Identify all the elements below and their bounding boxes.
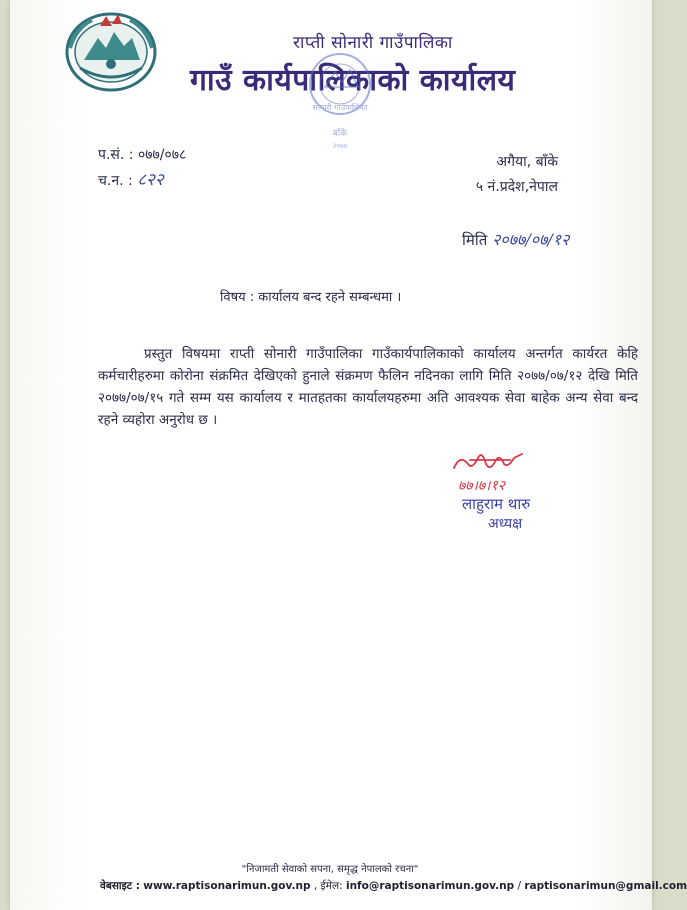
footer-contact [100, 879, 687, 893]
stamp-text-1: सोनारी गाउँपालिका [312, 103, 368, 112]
letter-number-row [98, 143, 186, 168]
dispatch-number-value: ८२२ [137, 170, 164, 190]
address-line-1: अगैया, बाँके [496, 154, 558, 170]
contact-separator: / [517, 880, 521, 892]
signature-date: ७७।७।१२ [458, 478, 506, 494]
stamp-text-2: बाँके [332, 129, 348, 139]
letter-number-value: ०७७/०७८ [137, 147, 187, 163]
address-line-2: ५ नं.प्रदेश,नेपाल [475, 179, 558, 195]
letter-date [462, 228, 569, 250]
signer-name: लाहुराम थारु [462, 495, 531, 513]
nepal-emblem-icon [62, 8, 160, 94]
email-link[interactable]: info@raptisonarimun.gov.np [345, 880, 515, 892]
handwritten-signature-icon [450, 446, 530, 476]
dispatch-number-label: च.न. : [98, 173, 133, 189]
signer-title: अध्यक्ष [488, 516, 523, 532]
email-label: , ईमेल: [313, 880, 343, 892]
footer-slogan: "निजामती सेवाको सपना, समृद्ध नेपालको रचना" [241, 864, 419, 875]
municipality-name: राप्ती सोनारी गाउँपालिका [293, 33, 453, 53]
gmail-link[interactable]: raptisonarimun@gmail.com [524, 880, 687, 892]
address-block [448, 150, 558, 200]
stamp-text-3: २०७४ [332, 142, 348, 150]
date-value: २०७७/०७/१२ [492, 230, 570, 249]
website-link[interactable]: www.raptisonarimun.gov.np [143, 880, 311, 892]
subject-line: विषय : कार्यालय बन्द रहने सम्बन्धमा । [220, 290, 402, 305]
dispatch-number-row [98, 168, 186, 194]
website-label: वेबसाइट : [100, 880, 140, 892]
date-label: मिति [462, 231, 488, 249]
reference-block [98, 143, 186, 194]
office-title: गाउँ कार्यपालिकाको कार्यालय [190, 63, 516, 98]
letter-body: प्रस्तुत विषयमा राप्ती सोनारी गाउँपालिका गाउँकार्यपालिकाको कार्यालय अन्तर्गत कार्यरत केहि कर्मचारीहरुमा कोरोना संक्रमित देखिएको हुनाले संक्रमण फैलिन नदिनका लागि मिति २०७७/०७/१२ देखि मिति २०७७/०७/१५ गते सम्म यस कार्यालय र मातहतका कार्यालयहरुमा अति आवश्यक सेवा बाहेक अन्य सेवा बन्द रहने व्यहोरा अनुरोध छ । [98, 346, 638, 428]
office-stamp-icon [300, 42, 380, 152]
letter-number-label: प.सं. : [98, 147, 134, 163]
